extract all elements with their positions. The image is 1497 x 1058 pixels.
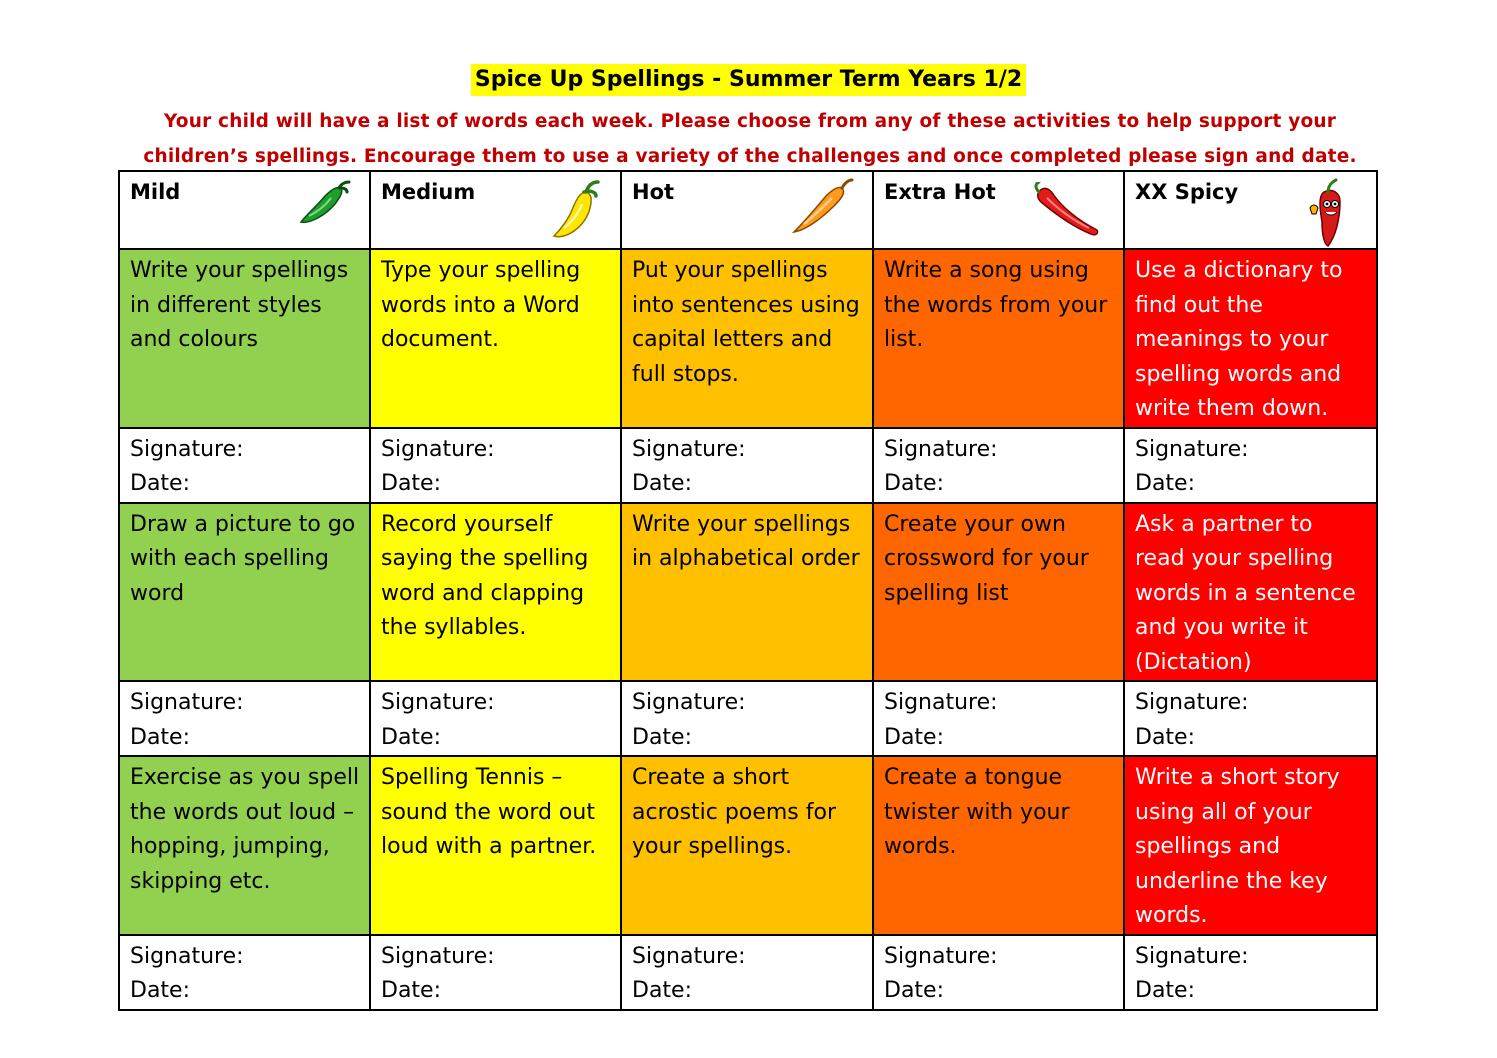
column-label: Hot [632,180,675,204]
signature-cell[interactable] [119,681,370,756]
spelling-activities-table [118,170,1378,1011]
date-label: Date: [130,978,190,1003]
date-label: Date: [1135,724,1195,750]
activity-cell-mild: Exercise as you spell the words out loud – hopping, jumping, skipping etc. [119,756,370,935]
date-label: Date: [130,471,190,496]
signature-cell[interactable] [873,428,1124,503]
column-label: Mild [130,180,181,204]
intro-text: Your child will have a list of words each week. Please choose from any of these activities to help support your children’s spellings. Encourage them to use a variety of the challenges and once completed please sign and date. [143,111,1357,167]
date-label: Date: [1135,471,1195,496]
signature-label: Signature: [130,943,244,969]
column-label: Extra Hot [884,180,996,204]
signature-cell[interactable] [621,681,873,756]
signature-cell[interactable] [119,428,370,503]
activity-row [119,756,1377,935]
activity-cell-medium: Spelling Tennis – sound the word out loud with a partner. [370,756,621,935]
column-label: XX Spicy [1135,180,1239,204]
column-header-xx-spicy [1124,171,1377,249]
date-label: Date: [381,471,441,496]
orange-chili-pepper-icon [788,178,858,250]
page-title: Spice Up Spellings - Summer Term Years 1/2 [471,64,1026,96]
signature-label: Signature: [884,436,998,462]
activity-cell-xx-spicy: Ask a partner to read your spelling words in a sentence and you write it (Dictation) [1124,503,1377,682]
date-label: Date: [381,978,441,1003]
signature-row [119,935,1377,1010]
signature-cell[interactable] [1124,935,1377,1010]
signature-label: Signature: [632,943,746,969]
spicy-chili-character-icon [1306,178,1356,260]
column-header-medium [370,171,621,249]
signature-label: Signature: [130,690,244,715]
activity-cell-hot: Write your spellings in alphabetical order [621,503,873,682]
date-label: Date: [1135,978,1195,1003]
date-label: Date: [884,724,944,750]
column-label: Medium [381,180,476,204]
date-label: Date: [884,978,944,1003]
signature-cell[interactable] [1124,428,1377,503]
signature-label: Signature: [381,690,495,715]
signature-label: Signature: [130,436,244,462]
activity-cell-mild: Draw a picture to go with each spelling word [119,503,370,682]
green-chili-pepper-icon [295,178,355,242]
red-chili-pepper-icon [1031,182,1105,250]
signature-label: Signature: [1135,690,1249,715]
activity-cell-medium: Record yourself saying the spelling word and clapping the syllables. [370,503,621,682]
date-label: Date: [632,978,692,1003]
header-row [119,171,1377,249]
activity-cell-xx-spicy: Write a short story using all of your spellings and underline the key words. [1124,756,1377,935]
date-label: Date: [130,724,190,750]
signature-label: Signature: [381,436,495,462]
signature-cell[interactable] [873,935,1124,1010]
date-label: Date: [632,724,692,750]
activity-cell-extra-hot: Create your own crossword for your spelling list [873,503,1124,682]
signature-cell[interactable] [370,681,621,756]
signature-cell[interactable] [621,935,873,1010]
signature-label: Signature: [884,690,998,715]
signature-cell[interactable] [1124,681,1377,756]
signature-label: Signature: [1135,436,1249,462]
signature-row [119,681,1377,756]
activity-cell-extra-hot: Write a song using the words from your list. [873,249,1124,428]
activity-cell-xx-spicy: Use a dictionary to find out the meanings to your spelling words and write them down. [1124,249,1377,428]
column-header-extra-hot [873,171,1124,249]
signature-cell[interactable] [873,681,1124,756]
activity-cell-mild: Write your spellings in different styles and colours [119,249,370,428]
signature-cell[interactable] [370,428,621,503]
signature-label: Signature: [381,943,495,969]
signature-cell[interactable] [119,935,370,1010]
column-header-hot [621,171,873,249]
signature-row [119,428,1377,503]
activity-cell-medium: Type your spelling words into a Word document. [370,249,621,428]
yellow-chili-pepper-icon [546,178,606,254]
signature-label: Signature: [1135,943,1249,969]
signature-label: Signature: [632,690,746,715]
activity-cell-hot: Put your spellings into sentences using capital letters and full stops. [621,249,873,428]
date-label: Date: [632,471,692,496]
date-label: Date: [381,724,441,750]
signature-cell[interactable] [621,428,873,503]
activity-row [119,249,1377,428]
signature-label: Signature: [884,943,998,969]
signature-label: Signature: [632,436,746,462]
date-label: Date: [884,471,944,496]
signature-cell[interactable] [370,935,621,1010]
column-header-mild [119,171,370,249]
activity-cell-extra-hot: Create a tongue twister with your words. [873,756,1124,935]
activity-cell-hot: Create a short acrostic poems for your spellings. [621,756,873,935]
activity-row [119,503,1377,682]
